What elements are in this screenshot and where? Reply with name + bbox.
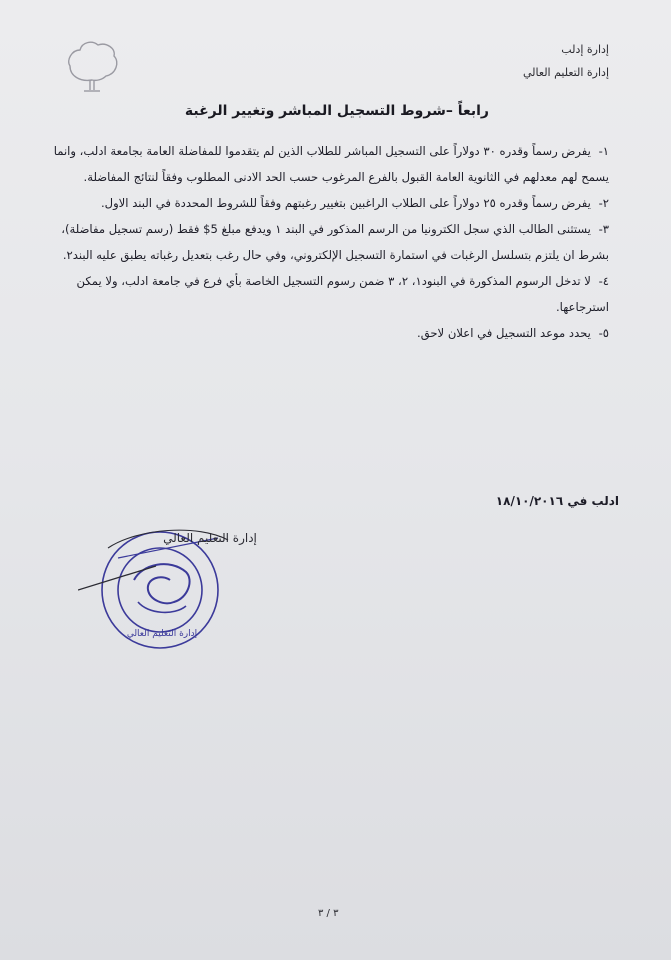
- condition-item: [34, 216, 609, 268]
- stamp-header-text: إدارة التعليم العالي: [163, 531, 257, 545]
- item-number: ٤-: [598, 274, 609, 288]
- org-line-2: إدارة التعليم العالي: [523, 66, 609, 79]
- condition-item: [34, 138, 609, 190]
- item-number: ١-: [598, 144, 609, 158]
- section-title: رابعاً –شروط التسجيل المباشر وتغيير الرغبة: [184, 103, 489, 119]
- item-number: ٢-: [598, 196, 609, 210]
- stamp-ring-text: إدارة التعليم العالي: [126, 629, 198, 639]
- condition-item: [34, 268, 609, 320]
- item-number: ٣-: [598, 222, 609, 236]
- organization-header: [523, 38, 609, 84]
- item-number: ٥-: [598, 326, 609, 340]
- page-number: ٣ / ٣: [318, 908, 339, 919]
- item-text: يفرض رسماً وقدره ٢٥ دولاراً على الطلاب الراغبين بتغيير رغبتهم وفقاً للشروط المحددة في البند الاول.: [100, 196, 591, 210]
- date-line: ادلب في ١٨/١٠/٢٠١٦: [495, 494, 619, 508]
- condition-item: [34, 320, 609, 346]
- tree-logo-icon: [60, 36, 124, 98]
- item-text: يفرض رسماً وقدره ٣٠ دولاراً على التسجيل المباشر للطلاب الذين لم يتقدموا للمفاضلة العامة بجامعة ادلب، وانما يسمح لهم معدلهم في الثانوية العامة القبول بالفرع المرغوب حسب الحد الادنى المطلوب وفقاً لنتائج المفاضلة.: [53, 144, 609, 184]
- item-text: يحدد موعد التسجيل في اعلان لاحق.: [417, 326, 591, 340]
- item-text: يستثنى الطالب الذي سجل الكترونيا من الرسم المذكور في البند ١ ويدفع مبلغ 5$ فقط (رسم تسجيل مفاضلة)، بشرط ان يلتزم بتسلسل الرغبات في استمارة التسجيل الإلكتروني، وفي حال رغب بتعديل رغباته يطبق عليه البند٢.: [61, 222, 609, 262]
- condition-item: [34, 190, 609, 216]
- org-line-1: إدارة إدلب: [561, 43, 609, 56]
- official-stamp: [78, 518, 258, 658]
- item-text: لا تدخل الرسوم المذكورة في البنود١، ٢، ٣ ضمن رسوم التسجيل الخاصة بأي فرع في جامعة ادلب، ولا يمكن استرجاعها.: [76, 274, 609, 314]
- conditions-list: [34, 138, 609, 346]
